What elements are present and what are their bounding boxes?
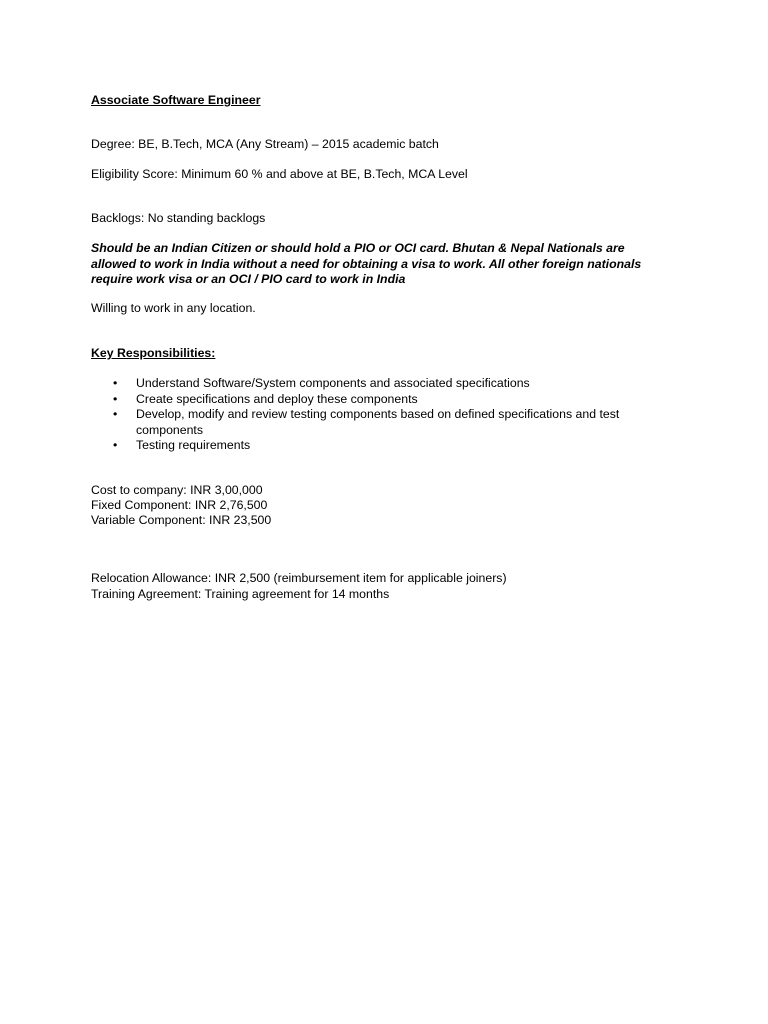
responsibility-text: Understand Software/System components and associated specifications — [136, 376, 530, 390]
cost-to-company: Cost to company: INR 3,00,000 — [91, 483, 263, 497]
bullet-icon: • — [113, 438, 118, 452]
list-item — [91, 438, 619, 454]
backlogs-requirement: Backlogs: No standing backlogs — [91, 211, 266, 225]
list-item — [91, 376, 619, 392]
eligibility-score: Eligibility Score: Minimum 60 % and above at BE, B.Tech, MCA Level — [91, 167, 468, 181]
variable-component: Variable Component: INR 23,500 — [91, 513, 272, 527]
notice-line: Should be an Indian Citizen or should hold a PIO or OCI card. Bhutan & Nepal Nationals are — [91, 241, 625, 255]
relocation-allowance: Relocation Allowance: INR 2,500 (reimbursement item for applicable joiners) — [91, 571, 507, 585]
responsibility-text: Testing requirements — [136, 438, 251, 452]
bullet-icon: • — [113, 391, 118, 406]
training-agreement: Training Agreement: Training agreement for 14 months — [91, 587, 390, 601]
location-requirement: Willing to work in any location. — [91, 301, 256, 315]
bullet-icon: • — [113, 407, 118, 421]
citizenship-notice — [91, 241, 671, 288]
responsibility-text: Create specifications and deploy these components — [136, 391, 418, 406]
list-item — [91, 407, 619, 438]
notice-line: allowed to work in India without a need for obtaining a visa to work. All other foreign nationals — [91, 256, 642, 271]
responsibility-text: Develop, modify and review testing components based on defined specifications and test — [136, 407, 620, 421]
responsibility-text-continued: components — [136, 422, 203, 437]
notice-line: require work visa or an OCI / PIO card to work in India — [91, 272, 406, 286]
bullet-icon: • — [113, 376, 118, 390]
fixed-component: Fixed Component: INR 2,76,500 — [91, 498, 268, 512]
list-item — [91, 392, 619, 408]
responsibilities-list — [91, 376, 619, 454]
responsibilities-heading: Key Responsibilities: — [91, 346, 216, 360]
degree-requirement: Degree: BE, B.Tech, MCA (Any Stream) – 2015 academic batch — [91, 137, 439, 151]
job-title: Associate Software Engineer — [91, 93, 261, 107]
